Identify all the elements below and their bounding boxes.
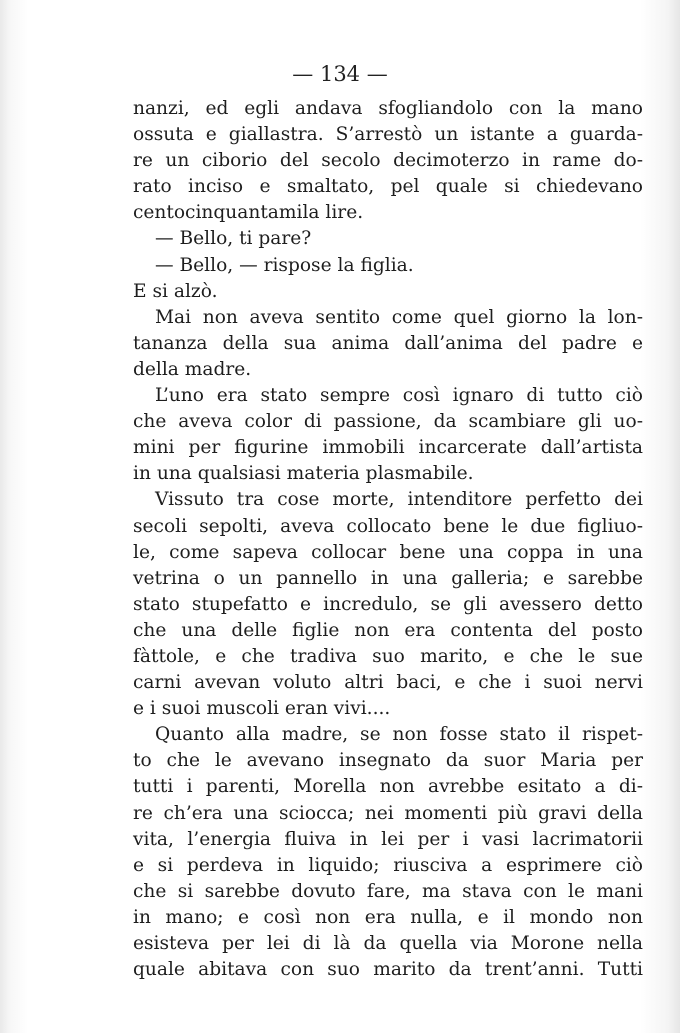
- text-line: che aveva color di passione, da scambiare gli uo-: [133, 411, 643, 433]
- text-line: re ch’era una sciocca; nei momenti più gravi della: [133, 802, 643, 824]
- text-line: — Bello, ti pare?: [155, 228, 312, 250]
- text-line: quale abitava con suo marito da trent’anni. Tutti: [133, 959, 643, 981]
- text-line: e i suoi muscoli eran vivi....: [133, 698, 391, 720]
- text-line: esisteva per lei di là da quella via Morone nella: [133, 933, 643, 954]
- text-line: in una qualsiasi materia plasmabile.: [133, 463, 474, 485]
- text-line: vita, l’energia fluiva in lei per i vasi lacrimatorii: [133, 828, 643, 850]
- page-number: — 134 —: [292, 62, 388, 86]
- text-line: tutti i parenti, Morella non avrebbe esitato a di-: [133, 776, 643, 798]
- text-line: nanzi, ed egli andava sfogliandolo con la mano: [133, 98, 643, 119]
- text-line: E si alzò.: [133, 280, 218, 302]
- text-line: centocinquantamila lire.: [133, 202, 364, 224]
- text-line: Vissuto tra cose morte, intenditore perfetto dei: [155, 489, 643, 511]
- text-line: to che le avevano insegnato da suor Maria per: [133, 750, 643, 772]
- body-text: [133, 96, 643, 983]
- text-line: in mano; e così non era nulla, e il mondo non: [133, 906, 643, 928]
- text-line: tananza della sua anima dall’anima del padre e: [133, 332, 643, 354]
- text-line: Quanto alla madre, se non fosse stato il rispet-: [155, 724, 643, 746]
- text-line: vetrina o un pannello in una galleria; e sarebbe: [133, 567, 643, 589]
- text-line: re un ciborio del secolo decimoterzo in rame do-: [133, 150, 643, 172]
- text-line: L’uno era stato sempre così ignaro di tutto ciò: [155, 385, 643, 407]
- text-line: stato stupefatto e incredulo, se gli avessero detto: [133, 593, 643, 615]
- text-line: della madre.: [133, 358, 252, 380]
- text-line: mini per figurine immobili incarcerate dall’artista: [133, 437, 643, 459]
- text-line: carni avevan voluto altri baci, e che i suoi nervi: [133, 672, 643, 694]
- text-line: secoli sepolti, aveva collocato bene le due figliuo-: [133, 515, 643, 537]
- text-line: rato inciso e smaltato, pel quale si chiedevano: [133, 176, 643, 198]
- text-line: e si perdeva in liquido; riusciva a esprimere ciò: [133, 854, 643, 876]
- text-line: che una delle figlie non era contenta del posto: [133, 619, 643, 641]
- text-line: che si sarebbe dovuto fare, ma stava con le mani: [133, 880, 643, 902]
- text-line: Mai non aveva sentito come quel giorno la lon-: [155, 306, 643, 328]
- text-line: le, come sapeva collocar bene una coppa in una: [133, 541, 643, 563]
- text-line: fàttole, e che tradiva suo marito, e che le sue: [133, 645, 643, 667]
- text-line: ossuta e giallastra. S’arrestò un istante a guarda-: [133, 124, 643, 146]
- text-line: — Bello, — rispose la figlia.: [155, 254, 414, 276]
